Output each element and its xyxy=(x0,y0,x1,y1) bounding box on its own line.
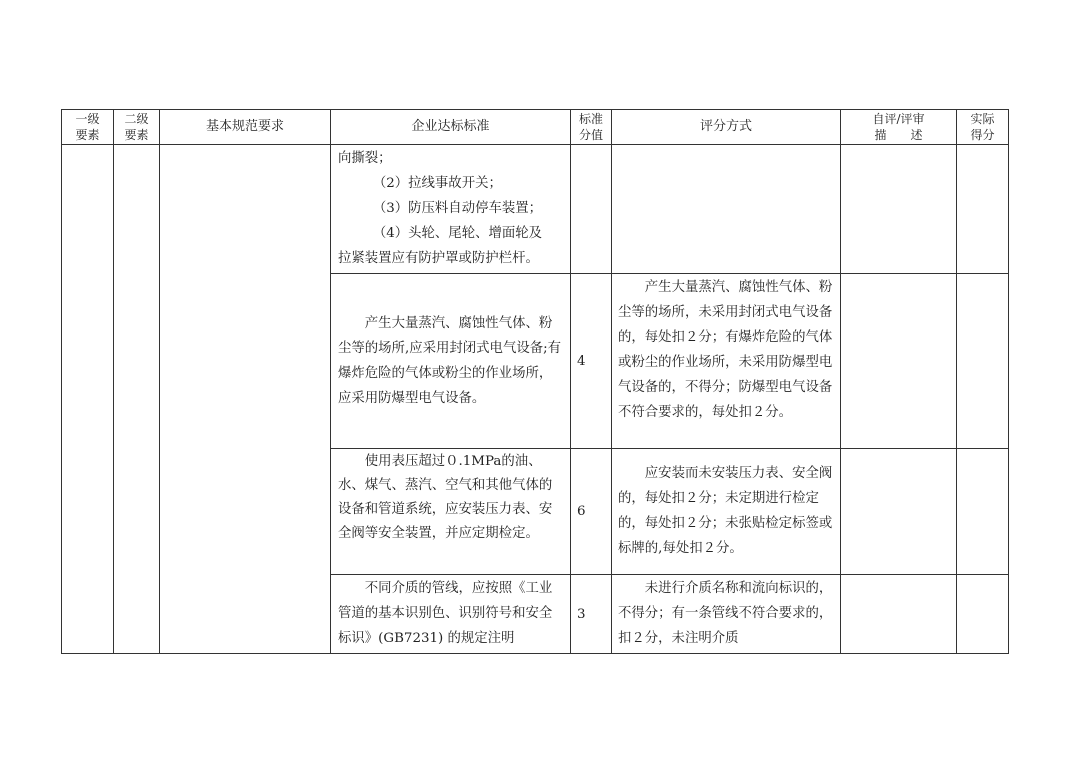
header-enterprise-standard: 企业达标标准 xyxy=(331,110,571,145)
actual-score-cell xyxy=(957,575,1009,654)
level1-cell xyxy=(62,145,114,654)
header-level2: 二级 要素 xyxy=(114,110,160,145)
standard-cell: 使用表压超过０.1MPa的油、水、煤气、蒸汽、空气和其他气体的设备和管道系统，应安装压力表、安全阀等安全装置，并应定期检定。 xyxy=(331,449,571,575)
header-level1: 一级 要素 xyxy=(62,110,114,145)
score-cell xyxy=(571,145,612,274)
method-cell: 应安装而未安装压力表、安全阀的，每处扣２分；未定期进行检定的，每处扣２分；未张贴检定标签或标牌的,每处扣２分。 xyxy=(612,449,841,575)
method-cell: 产生大量蒸汽、腐蚀性气体、粉尘等的场所，未采用封闭式电气设备的，每处扣２分；有爆炸危险的气体或粉尘的作业场所，未采用防爆型电气设备的，不得分；防爆型电气设备不符合要求的，每处扣２分。 xyxy=(612,274,841,449)
method-cell xyxy=(612,145,841,274)
self-eval-cell xyxy=(841,145,957,274)
self-eval-cell xyxy=(841,449,957,575)
actual-score-cell xyxy=(957,449,1009,575)
standard-cell: 向撕裂； （2）拉线事故开关； （3）防压料自动停车装置； （4）头轮、尾轮、增面轮及 拉紧装置应有防护罩或防护栏杆。 xyxy=(331,145,571,274)
actual-score-cell xyxy=(957,145,1009,274)
standard-cell: 不同介质的管线，应按照《工业管道的基本识别色、识别符号和安全标识》(GB7231) 的规定注明 xyxy=(331,575,571,654)
level2-cell xyxy=(114,145,160,654)
header-self-evaluation: 自评/评审 描 述 xyxy=(841,110,957,145)
score-cell: 4 xyxy=(571,274,612,449)
header-score: 标准 分值 xyxy=(571,110,612,145)
header-basic-requirements: 基本规范要求 xyxy=(160,110,331,145)
table-row xyxy=(62,145,1009,274)
self-eval-cell xyxy=(841,274,957,449)
basic-requirement-cell xyxy=(160,145,331,654)
self-eval-cell xyxy=(841,575,957,654)
standard-cell: 产生大量蒸汽、腐蚀性气体、粉尘等的场所,应采用封闭式电气设备;有爆炸危险的气体或粉尘的作业场所，应采用防爆型电气设备。 xyxy=(331,274,571,449)
header-row xyxy=(62,110,1009,145)
score-cell: 6 xyxy=(571,449,612,575)
actual-score-cell xyxy=(957,274,1009,449)
standards-table xyxy=(61,109,1009,654)
header-scoring-method: 评分方式 xyxy=(612,110,841,145)
method-cell: 未进行介质名称和流向标识的，不得分；有一条管线不符合要求的，扣２分，未注明介质 xyxy=(612,575,841,654)
header-actual-score: 实际 得分 xyxy=(957,110,1009,145)
score-cell: 3 xyxy=(571,575,612,654)
